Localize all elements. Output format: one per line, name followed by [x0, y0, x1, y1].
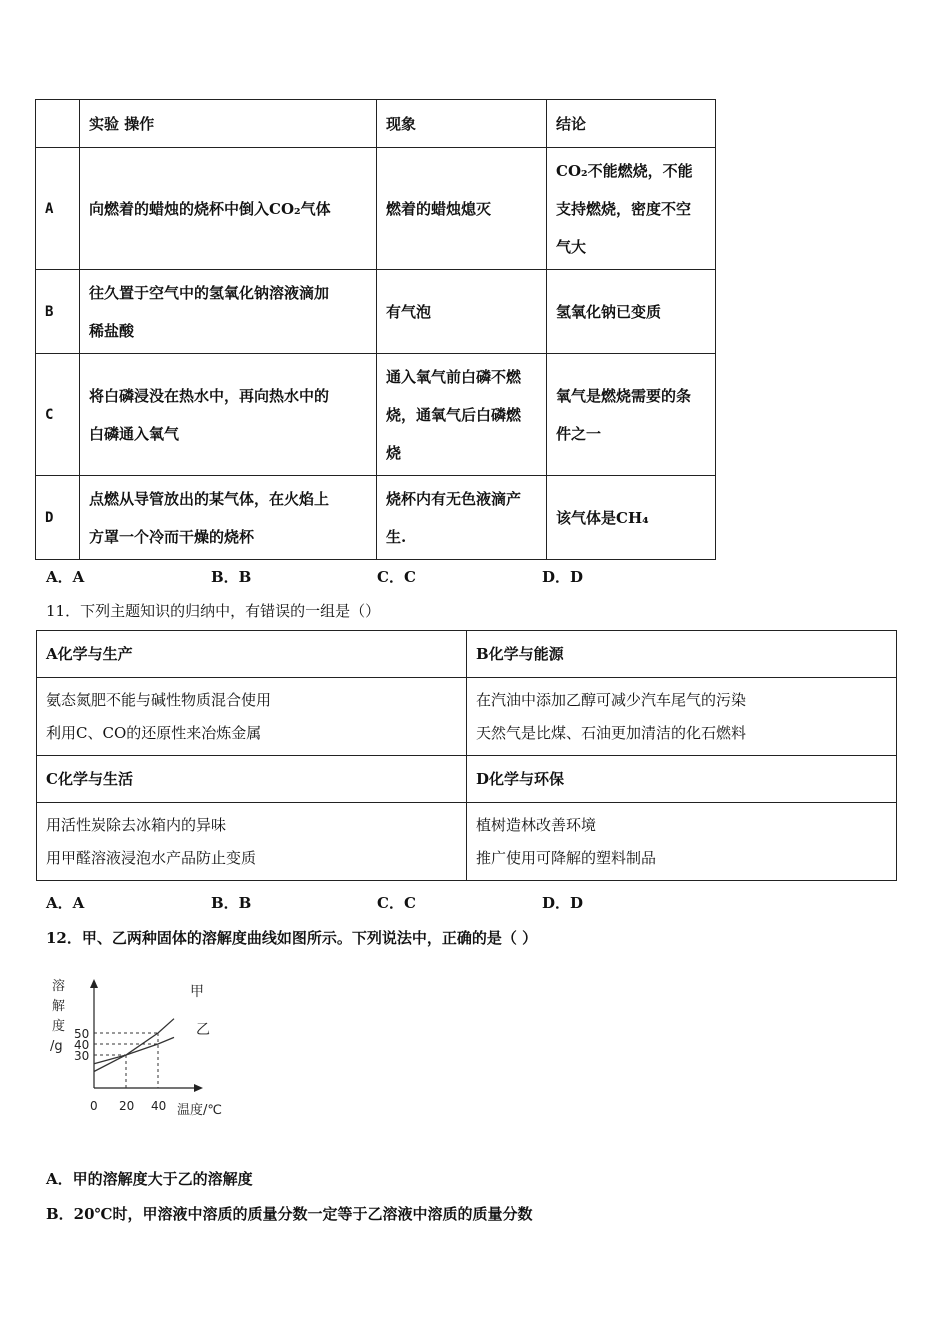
text-line: 在汽油中添加乙醇可减少汽车尾气的污染: [476, 690, 747, 709]
header-cell-empty: [36, 100, 80, 148]
phenomenon-cell: 有气泡: [377, 270, 547, 354]
option-b[interactable]: B．B: [211, 894, 252, 912]
row-label: A: [36, 148, 80, 270]
option-a[interactable]: A．A: [46, 568, 85, 586]
text-line: 点燃从导管放出的某气体，在火焰上: [89, 489, 330, 508]
experiment-table: [35, 99, 716, 560]
text-line: 烧: [386, 443, 402, 462]
ylabel-char: 溶: [52, 979, 66, 994]
text-line: 天然气是比煤、石油更加清洁的化石燃料: [476, 723, 747, 742]
question-11: 11．下列主题知识的归纳中，有错误的一组是（）: [46, 602, 381, 620]
text-line: 用活性炭除去冰箱内的异味: [46, 815, 227, 834]
text-line: 方罩一个冷而干燥的烧杯: [89, 527, 255, 546]
conclusion-cell: 氢氧化钠已变质: [547, 270, 716, 354]
xlabel: 温度/℃: [177, 1103, 222, 1118]
option-a[interactable]: A．A: [46, 894, 85, 912]
text-line: 用甲醛溶液浸泡水产品防止变质: [46, 848, 257, 867]
table-row: [36, 270, 716, 354]
series-line-yi: [94, 1037, 174, 1063]
tick-labels: [74, 1027, 166, 1113]
series-label-jia: 甲: [190, 984, 204, 1000]
cell-a-title: A化学与生产: [37, 631, 467, 678]
ylabel-char: /g: [50, 1039, 63, 1054]
header-phenomenon: 现象: [377, 100, 547, 148]
row-label: B: [36, 270, 80, 354]
option-c[interactable]: C．C: [377, 894, 416, 912]
option-c[interactable]: C．C: [377, 568, 416, 586]
text-line: 生.: [386, 527, 407, 546]
cell-c-body: [37, 803, 467, 881]
cell-b-body: [467, 678, 897, 756]
header-operation: 实验 操作: [80, 100, 377, 148]
ylabel-char: 度: [52, 1019, 66, 1034]
table-row: [37, 678, 897, 756]
text-line: 烧，通氧气后白磷燃: [386, 405, 522, 424]
y-axis-arrow: [90, 979, 98, 988]
text-line: 推广使用可降解的塑料制品: [476, 848, 657, 867]
text-line: 稀盐酸: [89, 321, 135, 340]
table-header-row: [36, 100, 716, 148]
table-row: [36, 476, 716, 560]
table-row: [36, 148, 716, 270]
answer-a[interactable]: A．甲的溶解度大于乙的溶解度: [46, 1170, 253, 1188]
y-tick-label: 50: [74, 1027, 90, 1041]
text-line: 植树造林改善环境: [476, 815, 597, 834]
text-line: 气大: [556, 237, 587, 256]
text-line: 利用C、CO的还原性来冶炼金属: [46, 723, 262, 742]
cell-a-body: [37, 678, 467, 756]
text-line: 支持燃烧，密度不空: [556, 199, 692, 218]
x-axis-arrow: [194, 1084, 203, 1092]
question-12: 12．甲、乙两种固体的溶解度曲线如图所示。下列说法中，正确的是（ ）: [46, 929, 538, 947]
cell-d-title: D化学与环保: [467, 756, 897, 803]
text-line: 氨态氮肥不能与碱性物质混合使用: [46, 690, 272, 709]
cell-d-body: [467, 803, 897, 881]
text-line: 通入氧气前白磷不燃: [386, 367, 522, 386]
phenomenon-cell: [377, 354, 547, 476]
text-line: 往久置于空气中的氢氧化钠溶液滴加: [89, 283, 330, 302]
phenomenon-cell: 燃着的蜡烛熄灭: [377, 148, 547, 270]
ylabel-char: 解: [52, 999, 66, 1014]
row-label: C: [36, 354, 80, 476]
text-line: CO₂不能燃烧，不能: [556, 161, 693, 180]
conclusion-cell: [547, 148, 716, 270]
y-tick-label: 40: [74, 1038, 90, 1052]
text-line: 将白磷浸没在热水中，再向热水中的: [89, 386, 330, 405]
option-d[interactable]: D．D: [542, 568, 584, 586]
text-line: 烧杯内有无色液滴产: [386, 489, 522, 508]
x-tick-label: 40: [151, 1099, 167, 1113]
series-label-yi: 乙: [196, 1022, 210, 1038]
option-d[interactable]: D．D: [542, 894, 584, 912]
text-line: 白磷通入氧气: [89, 424, 180, 443]
solubility-chart: [46, 976, 246, 1121]
series-group: [94, 1019, 174, 1072]
answer-b[interactable]: B．20℃时，甲溶液中溶质的质量分数一定等于乙溶液中溶质的质量分数: [46, 1205, 533, 1223]
summary-table: [36, 630, 897, 881]
series-line-jia: [94, 1019, 174, 1072]
cell-c-title: C化学与生活: [37, 756, 467, 803]
text-line: 氧气是燃烧需要的条: [556, 386, 692, 405]
table-row: [37, 756, 897, 803]
header-conclusion: 结论: [547, 100, 716, 148]
table-row: [36, 354, 716, 476]
option-b[interactable]: B．B: [211, 568, 252, 586]
operation-cell: [80, 354, 377, 476]
table-row: [37, 803, 897, 881]
operation-cell: [80, 270, 377, 354]
operation-cell: 向燃着的蜡烛的烧杯中倒入CO₂气体: [80, 148, 377, 270]
phenomenon-cell: [377, 476, 547, 560]
conclusion-cell: [547, 354, 716, 476]
x-tick-label: 20: [119, 1099, 135, 1113]
text-line: 件之一: [556, 424, 602, 443]
cell-b-title: B化学与能源: [467, 631, 897, 678]
row-label: D: [36, 476, 80, 560]
y-tick-label: 30: [74, 1049, 90, 1063]
operation-cell: [80, 476, 377, 560]
x-tick-label: 0: [90, 1099, 98, 1113]
conclusion-cell: 该气体是CH₄: [547, 476, 716, 560]
table-row: [37, 631, 897, 678]
